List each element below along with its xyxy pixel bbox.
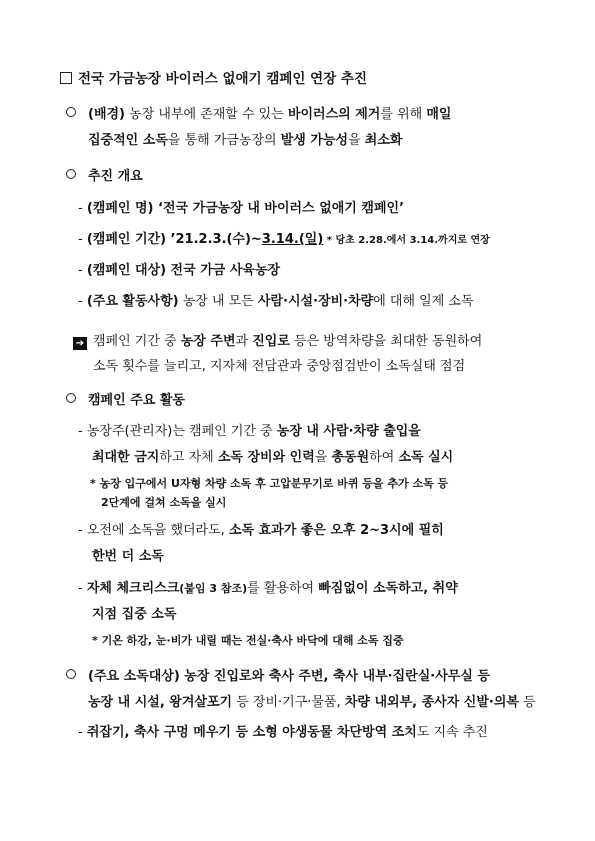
activity-3-line-1: - 자체 체크리스크(붙임 3 참조)를 활용하여 빠짐없이 소독하고, 취약	[78, 581, 458, 596]
circle-bullet-icon	[66, 169, 76, 179]
overview-period-row: - (캠페인 기간) ’21.2.3.(수)~3.14.(일) * 당초 2.28.에서 3.14.까지로 연장	[78, 232, 490, 247]
arrow-right-icon: ➔	[73, 337, 87, 350]
overview-name-row: - (캠페인 명) ‘전국 가금농장 내 바이러스 없애기 캠페인’	[78, 201, 405, 216]
overview-heading: 추진 개요	[66, 168, 143, 186]
activities-heading: 캠페인 주요 활동	[66, 392, 185, 410]
targets-sub-line: - 쥐잡기, 축사 구멍 메우기 등 소형 야생동물 차단방역 조치도 지속 추진	[78, 725, 488, 740]
arrow-note-line-1: ➔ 캠페인 기간 중 농장 주변과 진입로 등은 방역차량을 최대한 동원하여	[73, 333, 482, 351]
overview-main-row: - (주요 활동사항) 농장 내 모든 사람·시설·장비·차량에 대해 일제 소독	[78, 294, 474, 309]
activity-2-line-2: 한번 더 소독	[92, 549, 164, 564]
background-line-1: (배경) 농장 내부에 존재할 수 있는 바이러스의 제거를 위해 매일	[66, 106, 451, 124]
activity-1-note-1: * 농장 입구에서 U자형 차량 소독 후 고압분무기로 바퀴 등을 추가 소독 등	[90, 477, 449, 490]
background-line-2: 집중적인 소독을 통해 가금농장의 발생 가능성을 최소화	[88, 133, 403, 148]
activity-3-line-2: 지점 집중 소독	[92, 607, 177, 622]
activity-2-line-1: - 오전에 소독을 했더라도, 소독 효과가 좋은 오후 2~3시에 필히	[78, 523, 444, 538]
activity-1-line-2: 최대한 금지하고 자체 소독 장비와 인력을 총동원하여 소독 실시	[92, 450, 454, 465]
checkbox-square-icon	[60, 72, 72, 84]
circle-bullet-icon	[66, 107, 76, 117]
circle-bullet-icon	[66, 669, 76, 679]
circle-bullet-icon	[66, 393, 76, 403]
overview-target-row: - (캠페인 대상) 전국 가금 사육농장	[78, 263, 281, 278]
activity-3-note: * 기온 하강, 눈·비가 내릴 때는 전실·축사 바닥에 대해 소독 집중	[92, 634, 404, 647]
section-title: 전국 가금농장 바이러스 없애기 캠페인 연장 추진	[60, 70, 367, 88]
activity-1-note-2: 2단계에 걸쳐 소독을 실시	[101, 496, 227, 509]
targets-line-1: (주요 소독대상) 농장 진입로와 축사 주변, 축사 내부·집란실·사무실 등	[66, 668, 490, 686]
activity-1-line-1: - 농장주(관리자)는 캠페인 기간 중 농장 내 사람·차량 출입을	[78, 424, 421, 439]
arrow-note-line-2: 소독 횟수를 늘리고, 지자체 전담관과 중앙점검반이 소독실태 점검	[93, 359, 466, 374]
targets-line-2: 농장 내 시설, 왕겨살포기 등 장비·기구·물품, 차량 내외부, 종사자 신발·의복 등	[88, 695, 536, 710]
